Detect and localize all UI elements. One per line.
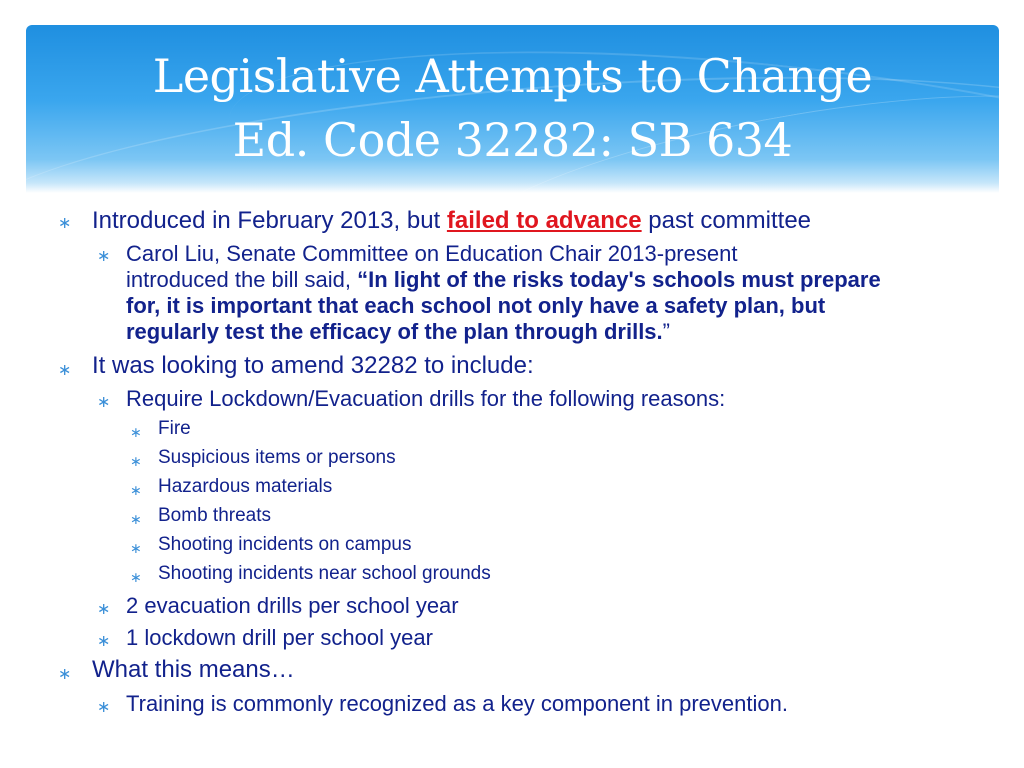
bullet-lockdown-drill: 1 lockdown drill per school year (126, 625, 433, 650)
reason-item: Suspicious items or persons (158, 447, 396, 468)
introduced-bill-text: introduced the bill said, (126, 267, 358, 292)
reason-item: Fire (158, 418, 191, 439)
bullet-icon: ∗ (58, 666, 72, 683)
bullet-icon: ∗ (58, 362, 72, 379)
bullet-icon: ∗ (130, 511, 142, 527)
bullet-what-this-means: What this means… (92, 656, 295, 683)
introduced-suffix: past committee (641, 207, 812, 234)
bullet-icon: ∗ (97, 633, 111, 650)
reason-item: Shooting incidents on campus (158, 534, 412, 555)
bullet-icon: ∗ (97, 699, 111, 716)
title-line-1: Legislative Attempts to Change (152, 49, 873, 103)
bullet-icon: ∗ (97, 394, 111, 411)
quote-block (126, 267, 916, 345)
bullet-require-drills: Require Lockdown/Evacuation drills for the following reasons: (126, 386, 726, 411)
bullet-icon: ∗ (58, 215, 72, 232)
bullet-introduced (92, 207, 811, 235)
failed-to-advance-highlight: failed to advance (446, 207, 642, 234)
close-quote: ” (662, 319, 670, 344)
open-quote: “ (357, 267, 369, 292)
reason-item: Bomb threats (158, 505, 271, 526)
bullet-icon: ∗ (130, 424, 142, 440)
reason-item: Shooting incidents near school grounds (158, 563, 491, 584)
liu-quote: In light of the risks today's schools must prepare for, it is important that each school not only have a safety plan, but regularly test the efficacy of the plan through drills. (126, 267, 881, 344)
bullet-icon: ∗ (130, 540, 142, 556)
bullet-icon: ∗ (97, 601, 111, 618)
bullet-evacuation-drills: 2 evacuation drills per school year (126, 593, 459, 618)
bullet-icon: ∗ (130, 453, 142, 469)
reason-item: Hazardous materials (158, 476, 333, 497)
bullet-training: Training is commonly recognized as a key component in prevention. (126, 691, 788, 716)
introduced-prefix: Introduced in February 2013, but (92, 207, 447, 234)
bullet-icon: ∗ (130, 482, 142, 498)
bullet-amend: It was looking to amend 32282 to include: (92, 352, 534, 379)
title-line-2: Ed. Code 32282: SB 634 (232, 113, 793, 167)
bullet-icon: ∗ (130, 569, 142, 585)
carol-liu-line: Carol Liu, Senate Committee on Education Chair 2013-present (126, 241, 738, 266)
bullet-icon: ∗ (97, 248, 111, 265)
